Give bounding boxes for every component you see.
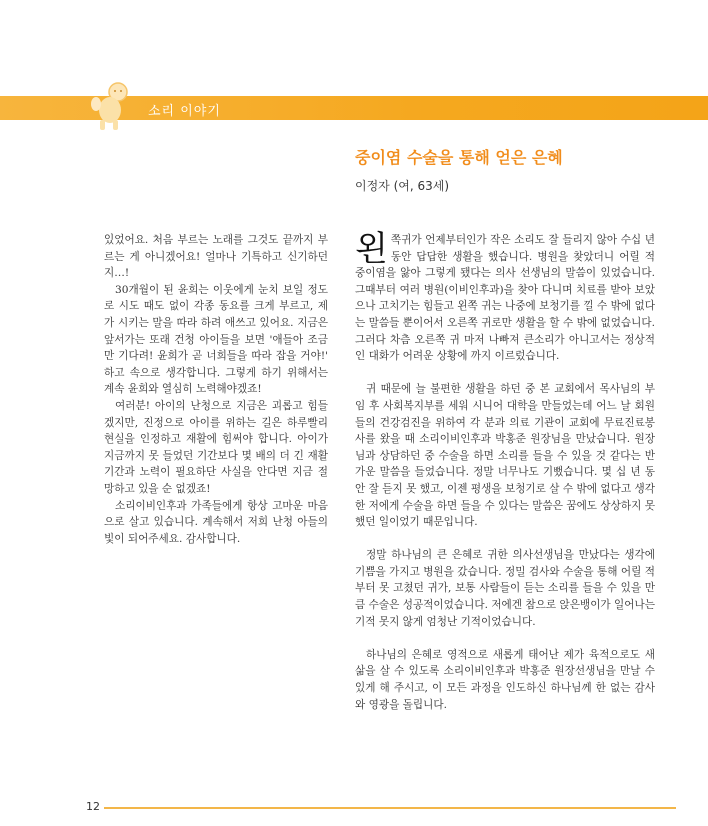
left-paragraph: 30개월이 된 윤희는 이웃에게 눈치 보일 정도로 시도 때도 없이 각종 동요를 크게 부르고, 제가 시키는 말을 따라 하려 애쓰고 있어요. 지금은 앞서가는 또래 건청 아이들을 보면 '애들아 조금만 기다려! 윤희가 곧 너희들을 따라 잡을 거야!' 하고 속으로 생각합니다. 그렇게 하기 위해서는 계속 윤희와 열심히 노력해야겠죠! xyxy=(104,283,328,396)
right-column xyxy=(355,229,655,713)
right-paragraph: 귀 때문에 늘 불편한 생활을 하던 중 본 교회에서 목사님의 부임 후 사회복지부를 세워 시니어 대학을 만들었는데 어느 날 회원들의 건강검진을 위하여 각 분과 의료 기관이 교회에 무료진료봉사를 왔을 때 소리이비인후과 박홍준 원장님을 만났습니다. 원장님과 상담하던 중 수술을 하면 소리를 들을 수 있을 것 같다는 반가운 말씀을 들었습니다. 정말 너무나도 기뻤습니다. 몇 십 년 동안 잘 듣지 못 했고, 이젠 평생을 보청기로 살 수 밖에 없다고 생각한 저에게 수술을 하면 들을 수 있다는 말씀은 꿈에도 상상하지 못했던 일이었기 때문입니다. xyxy=(355,383,655,529)
footer-rule xyxy=(104,807,676,809)
left-column xyxy=(104,232,328,547)
right-paragraph-text: 쪽귀가 언제부터인가 작은 소리도 잘 들리지 않아 수십 년 동안 답답한 생활을 했습니다. 병원을 찾았더니 어릴 적 중이염을 앓아 그렇게 됐다는 의사 선생님의 말씀이 있었습니다. 그때부터 여러 병원(이비인후과)을 찾아 다니며 치료를 받아 보았으나 고치기는 힘들고 왼쪽 귀는 나중에 보청기를 낄 수 밖에 없다는 말씀들 뿐이어서 오른쪽 귀로만 생활을 할 수 밖에 없었습니다. 그러다 차츰 오른쪽 귀 마저 나빠져 큰소리가 아니고서는 정상적인 대화가 어려운 상황에 까지 이르렀습니다. xyxy=(355,234,655,363)
left-paragraph: 여러분! 아이의 난청으로 지금은 괴롭고 힘들겠지만, 진정으로 아이를 위하는 길은 하루빨리 현실을 인정하고 재활에 힘써야 합니다. 아이가 지금까지 못 들었던 기간보다 몇 배의 더 긴 재활기간과 노력이 필요하단 사실을 안다면 지금 절망하고 있을 순 없겠죠! xyxy=(104,399,328,495)
left-paragraph: 소리이비인후과 가족들에게 항상 고마운 마음으로 살고 있습니다. 계속해서 저희 난청 아들의 빛이 되어주세요. 감사합니다. xyxy=(104,499,328,545)
right-paragraph: 정말 하나님의 큰 은혜로 귀한 의사선생님을 만났다는 생각에 기쁨을 가지고 병원을 갔습니다. 정밀 검사와 수술을 통해 어릴 적부터 못 고쳤던 귀가, 보통 사람들이 듣는 소리를 들을 수 있을 만큼 수술은 성공적이었습니다. 저에겐 참으로 앉은뱅이가 일어나는 기적 못지 않게 엄청난 기적이었습니다. xyxy=(355,549,655,628)
left-paragraph: 있었어요. 처음 부르는 노래를 그것도 끝까지 부르는 게 아니겠어요! 얼마나 기특하고 신기하던지…! xyxy=(104,234,328,280)
drop-cap: 왼 xyxy=(355,229,388,269)
right-paragraph-first xyxy=(355,229,655,365)
right-paragraph: 하나님의 은혜로 영적으로 새롭게 태어난 제가 육적으로도 새 삶을 살 수 있도록 소리이비인후과 박홍준 원장선생님을 만날 수 있게 해 주시고, 이 모든 과정을 인도하신 하나님께 한 없는 감사와 영광을 돌립니다. xyxy=(355,648,655,711)
article-byline: 이정자 (여, 63세) xyxy=(355,179,450,193)
section-title: 소리 이야기 xyxy=(148,104,221,119)
page-number: 12 xyxy=(86,800,100,813)
article-title: 중이염 수술을 통해 얻은 은혜 xyxy=(355,148,563,167)
mascot-illustration xyxy=(88,80,136,132)
